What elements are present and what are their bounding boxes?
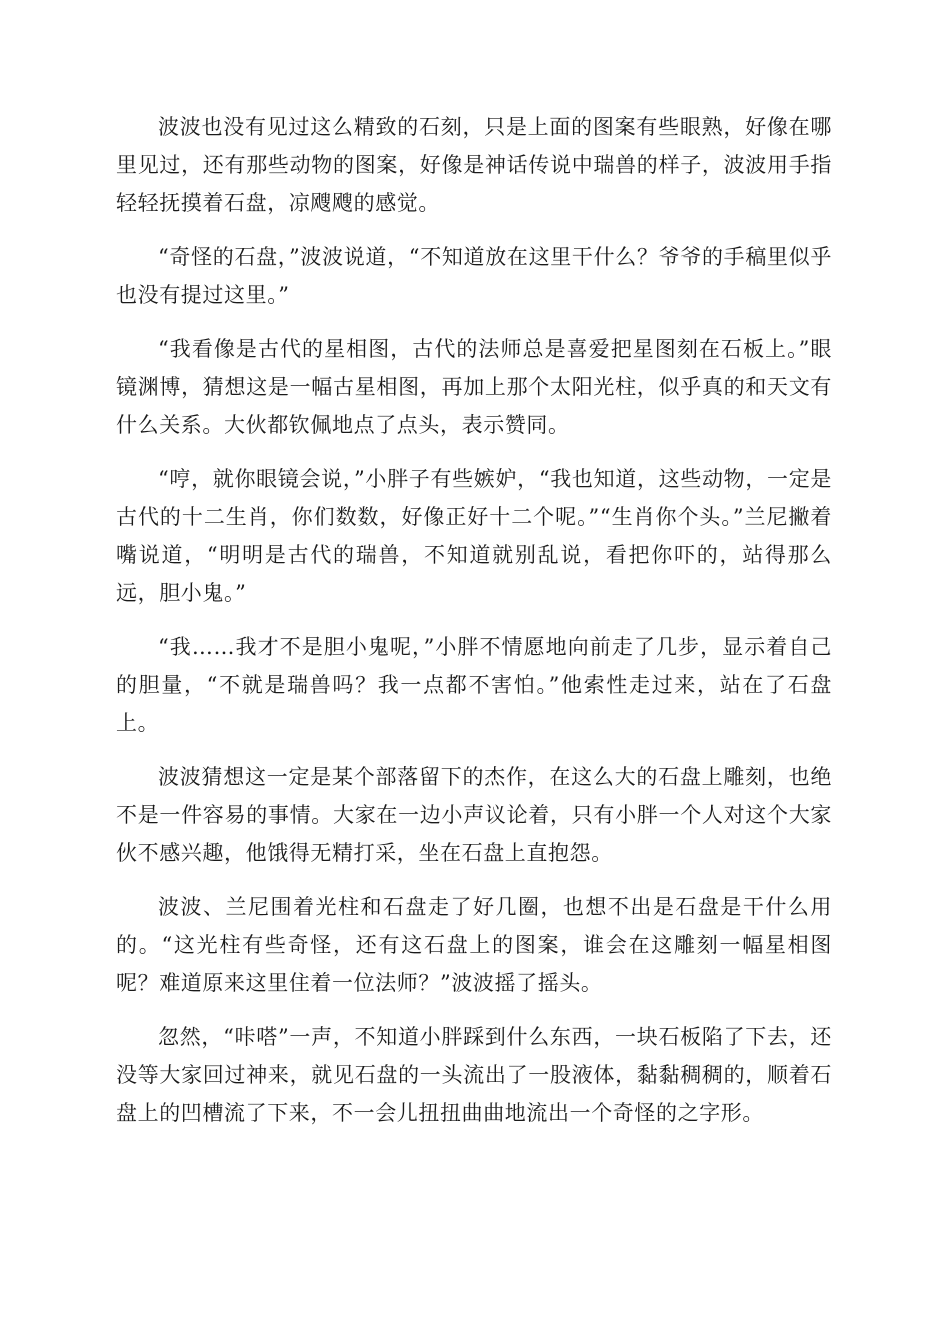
paragraph: “哼，就你眼镜会说，”小胖子有些嫉妒，“我也知道，这些动物，一定是古代的十二生肖，你们数数，好像正好十二个呢。”“生肖你个头。”兰尼撇着嘴说道，“明明是古代的瑞兽，不知道就别乱说，看把你吓的，站得那么远，胆小鬼。” bbox=[116, 467, 832, 605]
paragraph: 波波猜想这一定是某个部落留下的杰作，在这么大的石盘上雕刻，也绝不是一件容易的事情。大家在一边小声议论着，只有小胖一个人对这个大家伙不感兴趣，他饿得无精打采，坐在石盘上直抱怨。 bbox=[116, 765, 832, 865]
paragraph: 波波、兰尼围着光柱和石盘走了好几圈，也想不出是石盘是干什么用的。“这光柱有些奇怪，还有这石盘上的图案，谁会在这雕刻一幅星相图呢？难道原来这里住着一位法师？”波波摇了摇头。 bbox=[116, 895, 832, 995]
paragraph: 忽然，“咔嗒”一声，不知道小胖踩到什么东西，一块石板陷了下去，还没等大家回过神来，就见石盘的一头流出了一股液体，黏黏稠稠的，顺着石盘上的凹槽流了下来，不一会儿扭扭曲曲地流出一个奇怪的之字形。 bbox=[116, 1025, 832, 1125]
paragraph: “我看像是古代的星相图，古代的法师总是喜爱把星图刻在石板上。”眼镜渊博，猜想这是一幅古星相图，再加上那个太阳光柱，似乎真的和天文有什么关系。大伙都钦佩地点了点头，表示赞同。 bbox=[116, 337, 832, 437]
paragraph: 波波也没有见过这么精致的石刻，只是上面的图案有些眼熟，好像在哪里见过，还有那些动物的图案，好像是神话传说中瑞兽的样子，波波用手指轻轻抚摸着石盘，凉飕飕的感觉。 bbox=[116, 115, 832, 215]
paragraph: “我……我才不是胆小鬼呢，”小胖不情愿地向前走了几步，显示着自己的胆量，“不就是瑞兽吗？我一点都不害怕。”他索性走过来，站在了石盘上。 bbox=[116, 635, 832, 735]
document-page bbox=[116, 108, 832, 1148]
paragraph: “奇怪的石盘，”波波说道，“不知道放在这里干什么？爷爷的手稿里似乎也没有提过这里。” bbox=[116, 245, 832, 307]
